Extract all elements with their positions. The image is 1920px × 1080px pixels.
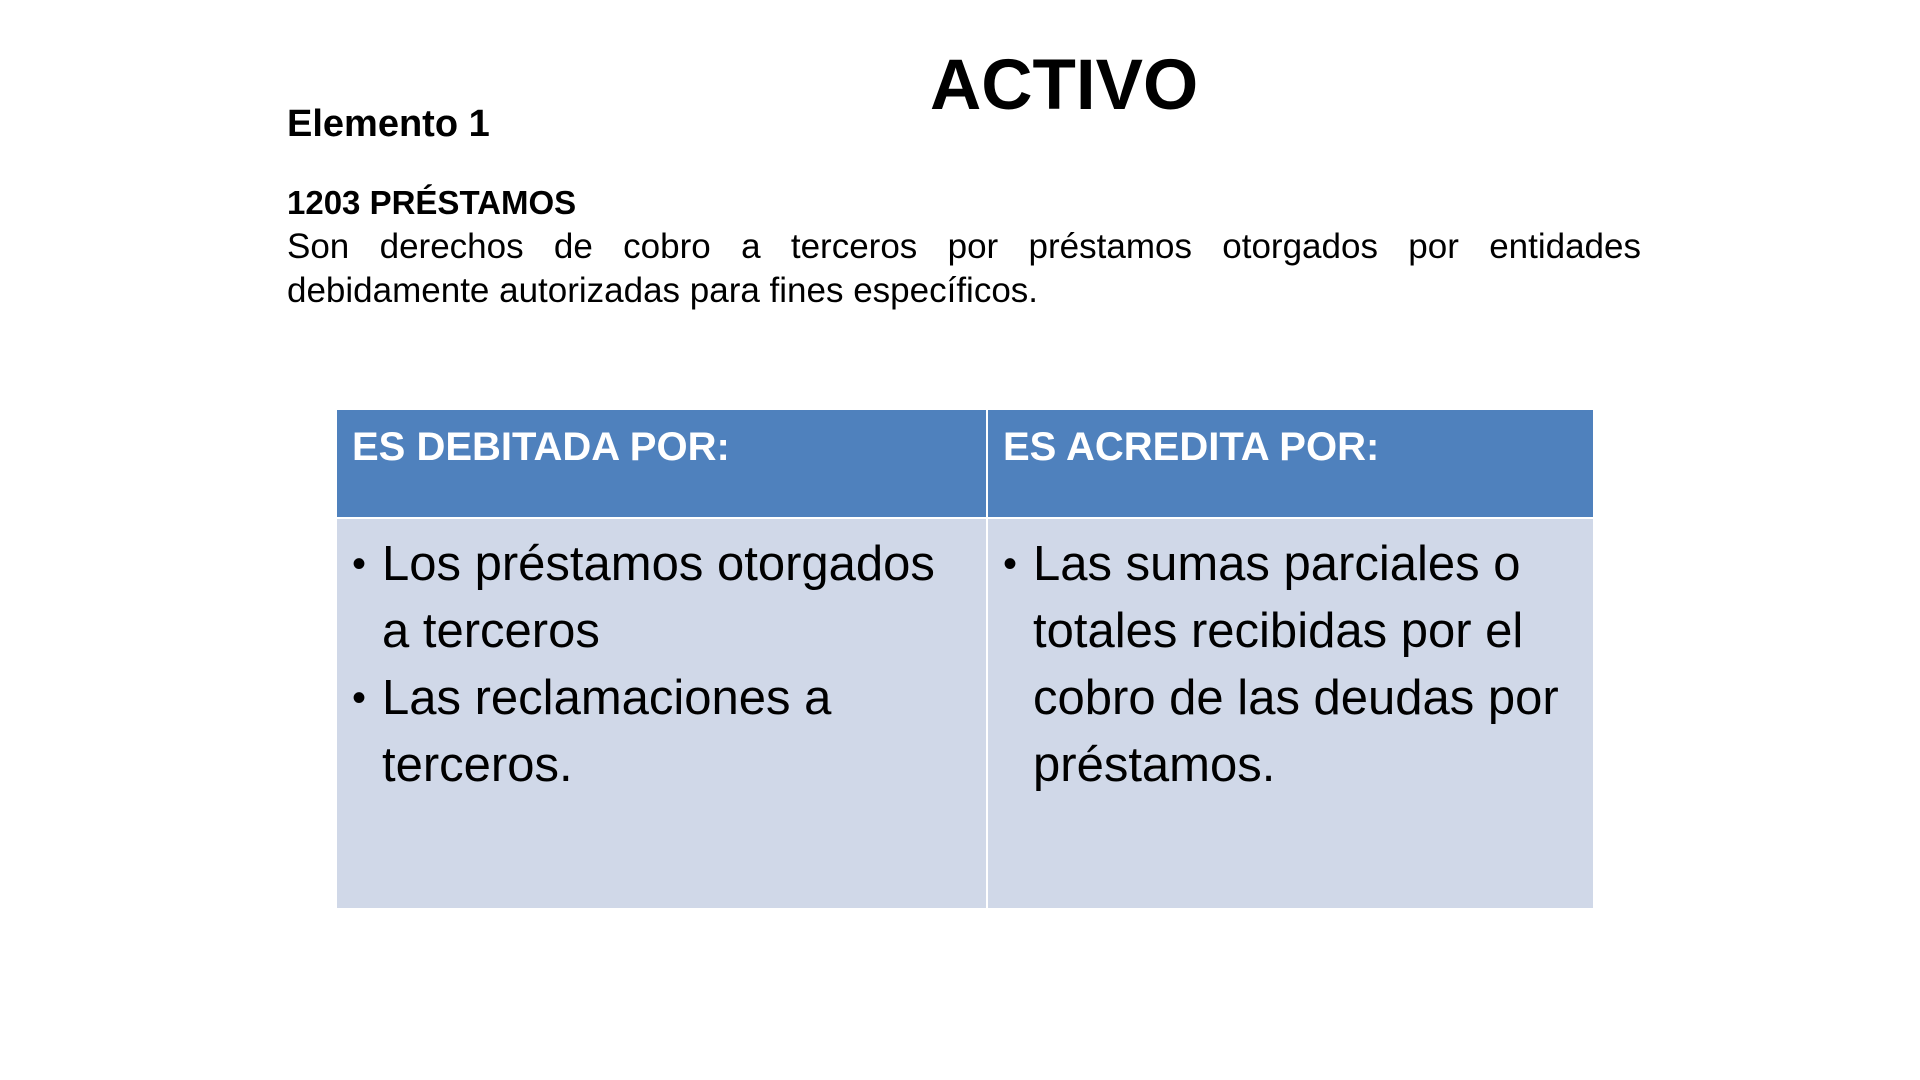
bullet-icon: •: [1003, 542, 1018, 586]
credit-item-text: Las sumas parciales o totales recibidas por el cobro de las deudas por préstamos.: [1033, 537, 1559, 792]
debit-credit-table: [337, 410, 1593, 908]
account-section: [287, 181, 1641, 313]
account-description: Son derechos de cobro a terceros por préstamos otorgados por entidades debidamente autorizadas para fines específicos.: [287, 227, 1641, 310]
list-item: [352, 531, 971, 665]
list-item: [352, 665, 971, 799]
element-label: Elemento 1: [287, 103, 490, 145]
debit-item-text: Los préstamos otorgados a terceros: [382, 537, 935, 658]
account-code-name: 1203 PRÉSTAMOS: [287, 184, 577, 221]
table-row: [337, 518, 1593, 908]
slide-title: ACTIVO: [930, 46, 1199, 125]
debit-item-text: Las reclamaciones a terceros.: [382, 671, 832, 792]
debit-list: [352, 531, 971, 799]
credit-list: [1003, 531, 1578, 799]
debit-header: ES DEBITADA POR:: [337, 410, 987, 518]
credit-header: ES ACREDITA POR:: [987, 410, 1593, 518]
bullet-icon: •: [352, 542, 367, 586]
debit-cell: [337, 518, 987, 908]
credit-cell: [987, 518, 1593, 908]
table-header-row: [337, 410, 1593, 518]
list-item: [1003, 531, 1578, 799]
bullet-icon: •: [352, 676, 367, 720]
